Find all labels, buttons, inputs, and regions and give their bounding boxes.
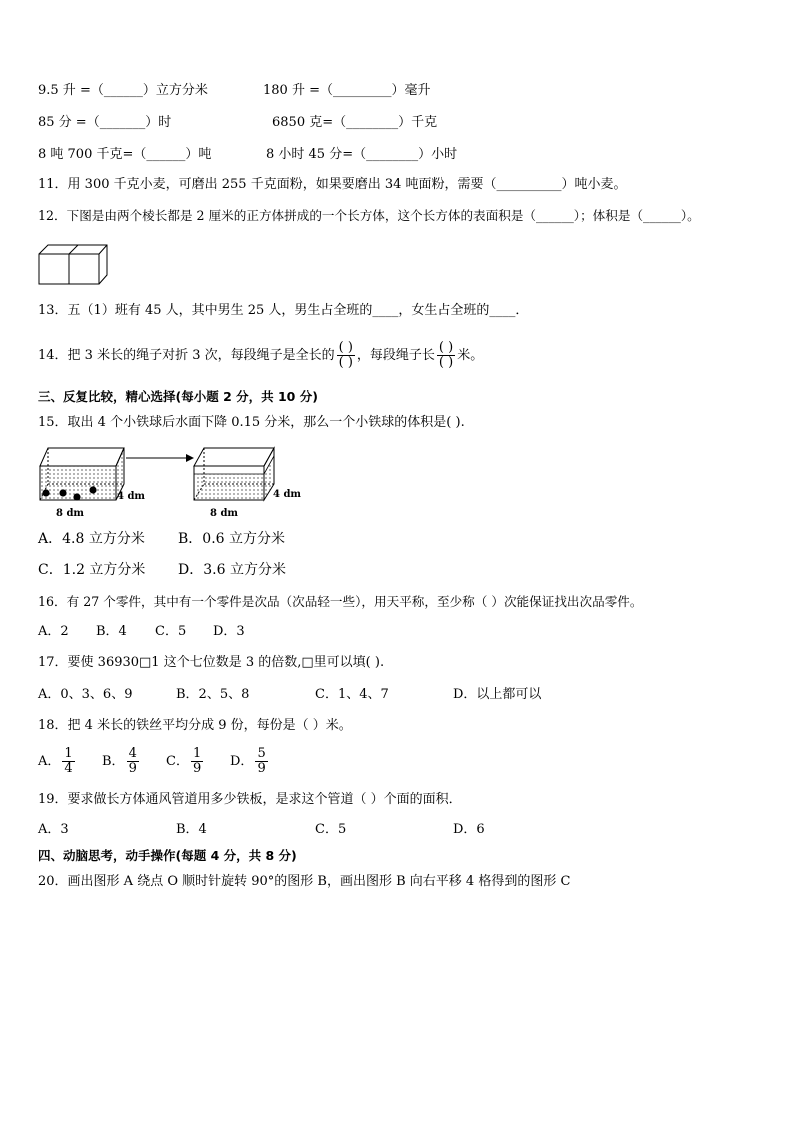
fraction-denominator: 4 bbox=[64, 761, 73, 776]
option-label: D． bbox=[230, 754, 254, 769]
question-14-text-a: 14．把 3 米长的绳子对折 3 次，每段绳子是全长的 bbox=[38, 348, 335, 363]
conversion-item: 6850 克=（________）千克 bbox=[272, 115, 438, 130]
fraction-denominator: 9 bbox=[257, 761, 266, 776]
option-b[interactable]: B．4 bbox=[96, 624, 127, 639]
question-16: 16．有 27 个零件，其中有一个零件是次品（次品轻一些），用天平称，至少称（ ）次能保证找出次品零件。 bbox=[38, 594, 643, 609]
option-a[interactable]: A．0、3、6、9 bbox=[38, 687, 133, 702]
option-a[interactable] bbox=[38, 744, 77, 780]
option-c[interactable] bbox=[166, 744, 205, 780]
tank1-length-label: 8 dm bbox=[56, 508, 85, 519]
option-d[interactable] bbox=[230, 744, 270, 780]
section-3-heading: 三、反复比较，精心选择(每小题 2 分，共 10 分) bbox=[38, 389, 318, 404]
tank-without-balls bbox=[194, 448, 274, 500]
question-17: 17．要使 36930□1 这个七位数是 3 的倍数,□里可以填( ). bbox=[38, 655, 385, 670]
water-tank-figure bbox=[36, 444, 306, 522]
fraction-denominator: 9 bbox=[128, 761, 137, 776]
section-4-heading: 四、动脑思考，动手操作(每题 4 分，共 8 分) bbox=[38, 848, 297, 863]
conversion-item: 85 分 =（_______）时 bbox=[38, 115, 172, 130]
two-cube-figure bbox=[38, 244, 108, 286]
fraction-blank bbox=[337, 341, 355, 370]
fraction-numerator: 1 bbox=[192, 746, 202, 761]
question-14-text-b: ，每段绳子长 bbox=[356, 348, 435, 363]
option-b[interactable]: B．2、5、8 bbox=[176, 687, 250, 702]
question-18: 18．把 4 米长的铁丝平均分成 9 份，每份是（ ）米。 bbox=[38, 718, 352, 733]
fraction-numerator: 4 bbox=[128, 746, 137, 761]
option-b[interactable] bbox=[102, 744, 141, 780]
option-d[interactable]: D．3 bbox=[213, 624, 245, 639]
option-a[interactable]: A．2 bbox=[38, 624, 69, 639]
question-20: 20．画出图形 A 绕点 O 顺时针旋转 90°的图形 B，画出图形 B 向右平移 4 格得到的图形 C bbox=[38, 874, 571, 889]
question-15: 15．取出 4 个小铁球后水面下降 0.15 分米，那么一个小铁球的体积是( ). bbox=[38, 415, 465, 430]
tank1-height-label: 4 dm bbox=[117, 491, 146, 502]
option-label: B． bbox=[102, 754, 125, 769]
option-c[interactable]: C．5 bbox=[155, 624, 187, 639]
fraction-numerator: ( ) bbox=[438, 340, 454, 355]
fraction-denominator: ( ) bbox=[438, 355, 454, 370]
tank-with-balls bbox=[40, 448, 124, 501]
tank2-length-label: 8 dm bbox=[210, 508, 239, 519]
option-a[interactable]: A．3 bbox=[38, 822, 69, 837]
fraction-denominator: ( ) bbox=[338, 355, 353, 370]
tank2-height-label: 4 dm bbox=[273, 489, 302, 500]
question-19: 19．要求做长方体通风管道用多少铁板，是求这个管道（ ）个面的面积． bbox=[38, 792, 462, 807]
fraction bbox=[255, 747, 267, 776]
question-14-text-c: 米。 bbox=[457, 348, 484, 363]
fraction bbox=[62, 747, 74, 776]
option-label: C． bbox=[166, 754, 189, 769]
conversion-item: 9.5 升 =（______）立方分米 bbox=[38, 83, 208, 98]
option-b[interactable]: B．0.6 立方分米 bbox=[178, 531, 286, 547]
conversion-item: 8 小时 45 分=（________）小时 bbox=[266, 147, 458, 162]
fraction bbox=[127, 747, 139, 776]
fraction bbox=[191, 747, 203, 776]
option-d[interactable]: D．6 bbox=[453, 822, 485, 837]
option-c[interactable]: C．1.2 立方分米 bbox=[38, 562, 146, 578]
fraction-blank bbox=[437, 341, 455, 370]
question-11: 11．用 300 千克小麦，可磨出 255 千克面粉，如果要磨出 34 吨面粉，需要（__________）吨小麦。 bbox=[38, 177, 627, 192]
question-13: 13．五（1）班有 45 人，其中男生 25 人，男生占全班的____，女生占全班的____． bbox=[38, 303, 529, 318]
option-label: A． bbox=[38, 754, 61, 769]
conversion-item: 180 升 =（_________）毫升 bbox=[263, 83, 431, 98]
question-12: 12．下图是由两个棱长都是 2 厘米的正方体拼成的一个长方体，这个长方体的表面积是（______）；体积是（______）。 bbox=[38, 208, 700, 223]
option-d[interactable]: D．3.6 立方分米 bbox=[178, 562, 286, 578]
fraction-denominator: 9 bbox=[192, 761, 202, 776]
option-b[interactable]: B．4 bbox=[176, 822, 207, 837]
option-a[interactable]: A．4.8 立方分米 bbox=[38, 531, 145, 547]
option-c[interactable]: C．5 bbox=[315, 822, 347, 837]
option-d[interactable]: D．以上都可以 bbox=[453, 687, 542, 702]
option-c[interactable]: C．1、4、7 bbox=[315, 687, 389, 702]
fraction-numerator: ( ) bbox=[338, 340, 353, 355]
fraction-numerator: 5 bbox=[257, 746, 266, 761]
conversion-item: 8 吨 700 千克=（______）吨 bbox=[38, 147, 212, 162]
fraction-numerator: 1 bbox=[64, 746, 73, 761]
question-14 bbox=[38, 336, 483, 376]
